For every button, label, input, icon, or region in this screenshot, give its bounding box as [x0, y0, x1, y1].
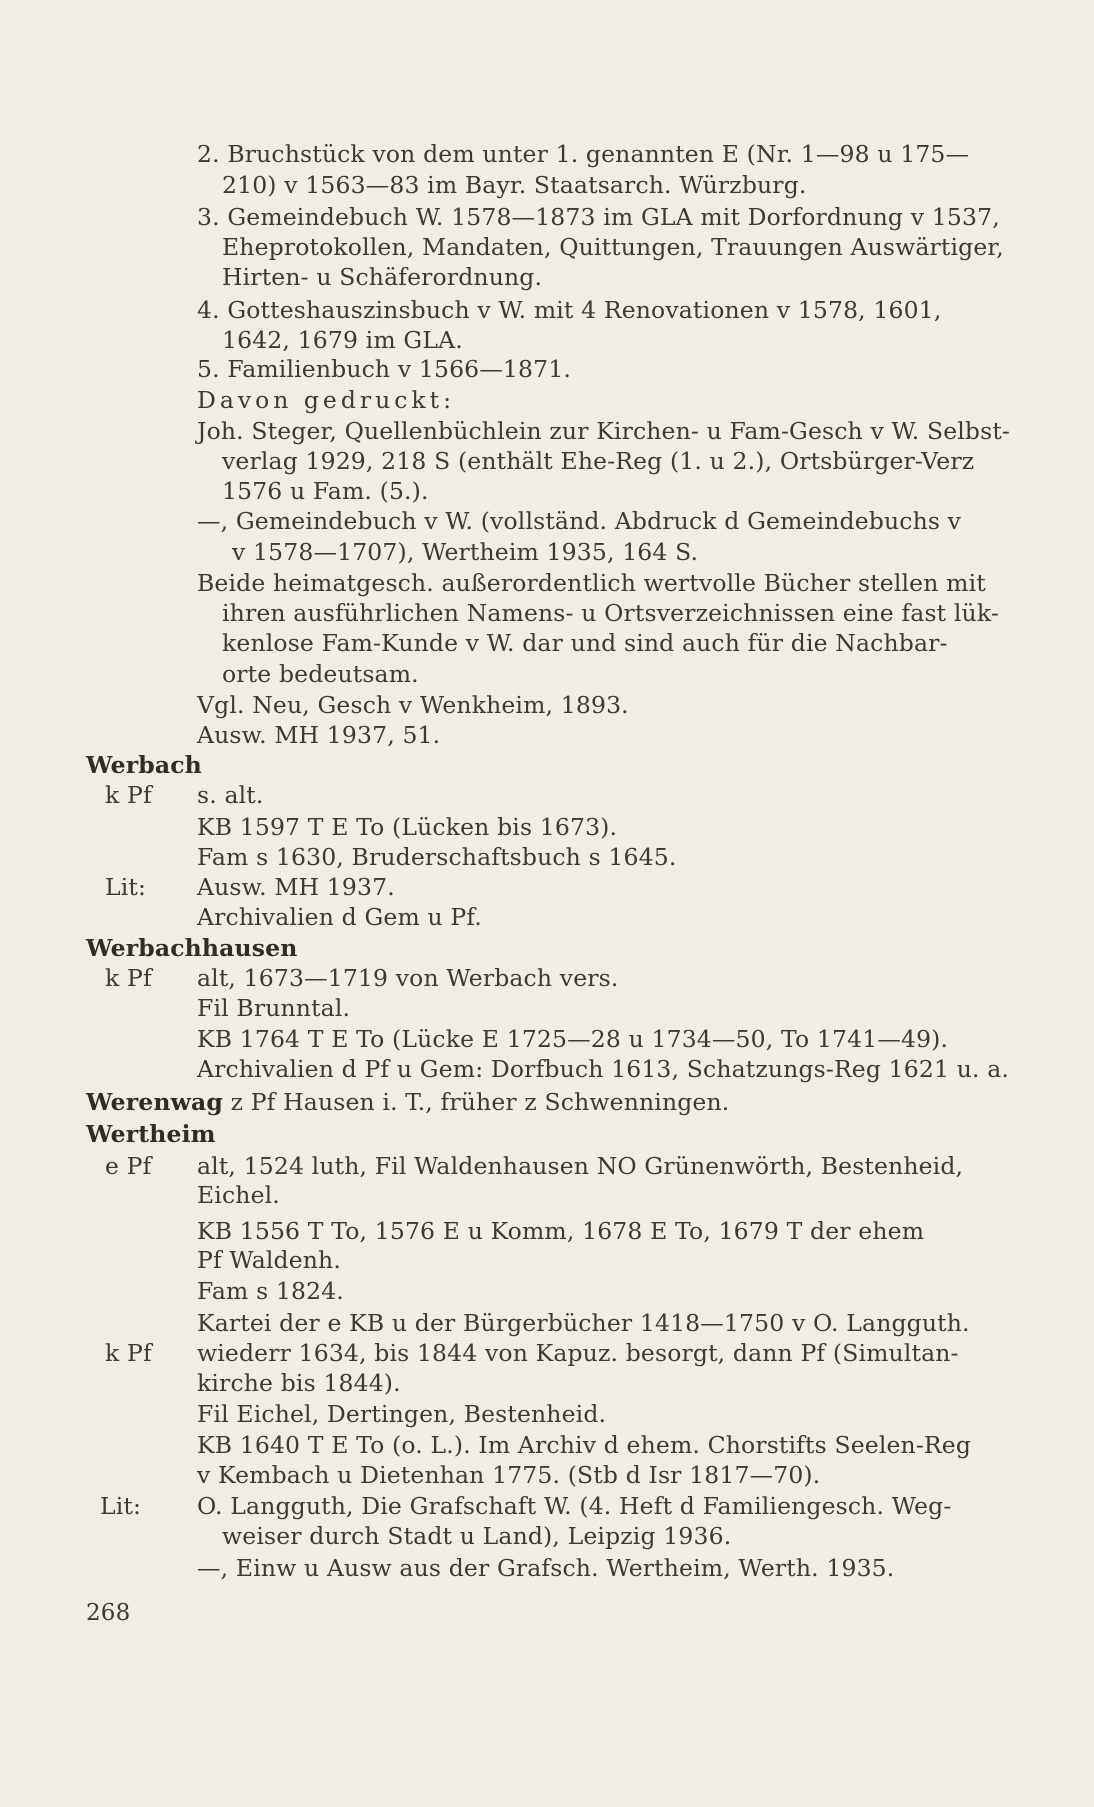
text-line: Fam s 1824. [197, 1277, 344, 1305]
text-line: Ausw. MH 1937. [197, 873, 395, 901]
text-line: 4. Gotteshauszinsbuch v W. mit 4 Renovationen v 1578, 1601, [197, 296, 942, 324]
text-line: Eichel. [197, 1181, 280, 1209]
text-line: Archivalien d Pf u Gem: Dorfbuch 1613, Schatzungs-Reg 1621 u. a. [197, 1055, 1009, 1083]
text-line: orte bedeutsam. [222, 660, 419, 688]
text-line: Vgl. Neu, Gesch v Wenkheim, 1893. [197, 691, 629, 719]
text-line: alt, 1673—1719 von Werbach vers. [197, 964, 619, 992]
text-line: 210) v 1563—83 im Bayr. Staatsarch. Würzburg. [222, 171, 807, 199]
text-line: —, Gemeindebuch v W. (vollständ. Abdruck d Gemeindebuchs v [197, 507, 962, 535]
text-line: Archivalien d Gem u Pf. [197, 903, 482, 931]
text-line: 1642, 1679 im GLA. [222, 326, 463, 354]
text-line: O. Langguth, Die Grafschaft W. (4. Heft d Familiengesch. Weg- [197, 1492, 952, 1520]
text-line: 2. Bruchstück von dem unter 1. genannten E (Nr. 1—98 u 175— [197, 140, 970, 168]
text-line: KB 1597 T E To (Lücken bis 1673). [197, 813, 618, 841]
text-line: KB 1556 T To, 1576 E u Komm, 1678 E To, 1679 T der ehem [197, 1217, 925, 1245]
text-line: weiser durch Stadt u Land), Leipzig 1936. [222, 1522, 732, 1550]
margin-label: k Pf [105, 1339, 152, 1367]
text-line: alt, 1524 luth, Fil Waldenhausen NO Grünenwörth, Bestenheid, [197, 1152, 964, 1180]
margin-label: k Pf [105, 964, 152, 992]
text-line: ihren ausführlichen Namens- u Ortsverzeichnissen eine fast lük- [222, 599, 999, 627]
text-line: Pf Waldenh. [197, 1246, 341, 1274]
text-line: Fil Eichel, Dertingen, Bestenheid. [197, 1400, 607, 1428]
text-line: —, Einw u Ausw aus der Grafsch. Wertheim, Werth. 1935. [197, 1554, 895, 1582]
text-line: 3. Gemeindebuch W. 1578—1873 im GLA mit Dorfordnung v 1537, [197, 203, 1000, 231]
text-line: Ausw. MH 1937, 51. [197, 721, 441, 749]
text-line: s. alt. [197, 781, 264, 809]
text-line: Kartei der e KB u der Bürgerbücher 1418—1750 v O. Langguth. [197, 1309, 970, 1337]
text-line: verlag 1929, 218 S (enthält Ehe-Reg (1. u 2.), Ortsbürger-Verz [222, 447, 975, 475]
entry-heading: Werenwag [86, 1088, 223, 1116]
text-line: 5. Familienbuch v 1566—1871. [197, 355, 571, 383]
text-line: v Kembach u Dietenhan 1775. (Stb d Isr 1817—70). [197, 1461, 821, 1489]
text-line: wiederr 1634, bis 1844 von Kapuz. besorgt, dann Pf (Simultan- [197, 1339, 959, 1367]
margin-label: Lit: [105, 873, 147, 901]
text-line: KB 1640 T E To (o. L.). Im Archiv d ehem. Chorstifts Seelen-Reg [197, 1431, 972, 1459]
text-line: kenlose Fam-Kunde v W. dar und sind auch für die Nachbar- [222, 629, 948, 657]
text-line: v 1578—1707), Wertheim 1935, 164 S. [232, 538, 699, 566]
entry-heading: Wertheim [86, 1120, 216, 1148]
text-line: Hirten- u Schäferordnung. [222, 263, 543, 291]
entry-line [86, 1087, 729, 1117]
margin-label: k Pf [105, 781, 152, 809]
entry-text: z Pf Hausen i. T., früher z Schwenningen. [230, 1088, 730, 1116]
text-line: Eheprotokollen, Mandaten, Quittungen, Trauungen Auswärtiger, [222, 233, 1004, 261]
text-line: kirche bis 1844). [197, 1369, 401, 1397]
subheading: Davon gedruckt: [197, 386, 456, 414]
text-line: Fam s 1630, Bruderschaftsbuch s 1645. [197, 843, 677, 871]
text-line: KB 1764 T E To (Lücke E 1725—28 u 1734—50, To 1741—49). [197, 1025, 949, 1053]
entry-heading: Werbachhausen [86, 934, 298, 962]
margin-label: Lit: [100, 1492, 142, 1520]
page-number: 268 [86, 1600, 131, 1626]
text-line: Joh. Steger, Quellenbüchlein zur Kirchen- u Fam-Gesch v W. Selbst- [197, 417, 1011, 445]
margin-label: e Pf [105, 1152, 152, 1180]
text-line: 1576 u Fam. (5.). [222, 477, 429, 505]
text-line: Fil Brunntal. [197, 994, 351, 1022]
text-line: Beide heimatgesch. außerordentlich wertvolle Bücher stellen mit [197, 569, 986, 597]
entry-heading: Werbach [86, 751, 202, 779]
